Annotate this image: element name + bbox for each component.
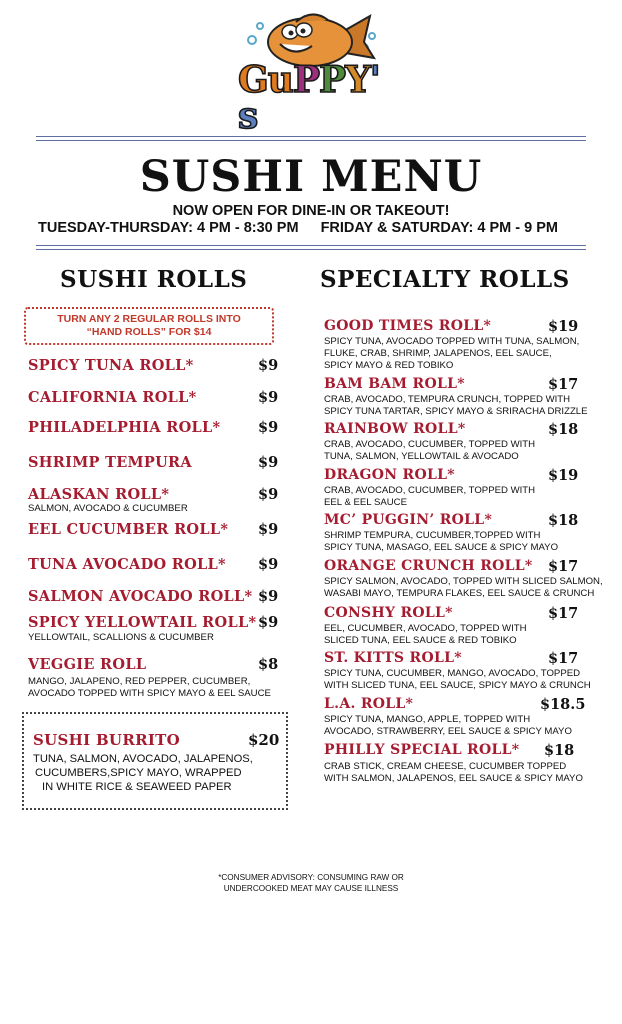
menu-item-name: PHILLY SPECIAL ROLL* — [324, 742, 520, 758]
menu-item-description: YELLOWTAIL, SCALLIONS & CUCUMBER — [28, 632, 214, 643]
menu-item-name: SUSHI BURRITO — [33, 731, 180, 749]
menu-item-price: $9 — [258, 588, 279, 605]
menu-item-name: TUNA AVOCADO ROLL* — [28, 556, 226, 573]
menu-item-description: SPICY SALMON, AVOCADO, TOPPED WITH SLICED SALMON, — [324, 576, 603, 587]
advisory-line: *CONSUMER ADVISORY: CONSUMING RAW OR — [218, 873, 404, 882]
page-title: SUSHI MENU — [139, 152, 483, 202]
menu-item-description: EEL, CUCUMBER, AVOCADO, TOPPED WITH — [324, 623, 527, 634]
menu-item-description: SLICED TUNA, EEL SAUCE & RED TOBIKO — [324, 635, 517, 646]
menu-item-price: $18.5 — [540, 696, 586, 713]
menu-item-price: $18 — [544, 742, 575, 759]
specialty-rolls-heading: SPECIALTY ROLLS — [320, 266, 570, 293]
menu-item-name: ORANGE CRUNCH ROLL* — [324, 558, 533, 574]
menu-item-price: $9 — [258, 614, 279, 631]
hours-weekend: FRIDAY & SATURDAY: 4 PM - 9 PM — [320, 220, 558, 236]
desc-line: TUNA, SALMON, AVOCADO, JALAPENOS, — [33, 753, 253, 765]
desc-line: IN WHITE RICE & SEAWEED PAPER — [42, 781, 232, 793]
guppys-logo — [232, 8, 392, 137]
menu-item-name: L.A. ROLL* — [324, 696, 414, 712]
menu-item-description: CRAB, AVOCADO, CUCUMBER, TOPPED WITH — [324, 485, 536, 496]
menu-item-name: MC’ PUGGIN’ ROLL* — [324, 512, 493, 528]
menu-item-description: WASABI MAYO, TEMPURA FLAKES, EEL SAUCE & CRUNCH — [324, 588, 595, 599]
menu-item-description: SPICY TUNA, MASAGO, EEL SAUCE & SPICY MAYO — [324, 542, 559, 553]
divider — [36, 140, 586, 141]
hours-weekday: TUESDAY-THURSDAY: 4 PM - 8:30 PM — [38, 220, 299, 236]
menu-item-description: WITH SALMON, JALAPENOS, EEL SAUCE & SPICY MAYO — [324, 773, 583, 784]
menu-item-name: RAINBOW ROLL* — [324, 421, 466, 437]
menu-item-price: $17 — [548, 605, 579, 622]
menu-item-price: $18 — [548, 421, 579, 438]
menu-item-description: SPICY TUNA, AVOCADO TOPPED WITH TUNA, SALMON, — [324, 336, 580, 347]
desc-line: CUCUMBERS,SPICY MAYO, WRAPPED — [35, 767, 242, 779]
menu-item-price: $8 — [258, 656, 279, 673]
menu-item-name: BAM BAM ROLL* — [324, 376, 465, 392]
sushi-rolls-heading: SUSHI ROLLS — [60, 266, 248, 293]
menu-item-description: SPICY MAYO & RED TOBIKO — [324, 360, 454, 371]
menu-item-name: EEL CUCUMBER ROLL* — [28, 521, 229, 538]
divider — [36, 249, 586, 250]
menu-item-name: CALIFORNIA ROLL* — [28, 389, 197, 406]
menu-item-name: GOOD TIMES ROLL* — [324, 318, 492, 334]
menu-item-price: $9 — [258, 521, 279, 538]
consumer-advisory — [0, 873, 622, 894]
menu-item-description: FLUKE, CRAB, SHRIMP, JALAPENOS, EEL SAUCE, — [324, 348, 552, 359]
menu-item-name: ALASKAN ROLL* — [28, 486, 170, 503]
menu-item-price: $9 — [258, 419, 279, 436]
menu-item-description: TUNA, SALMON, YELLOWTAIL & AVOCADO — [324, 451, 519, 462]
menu-item-price: $9 — [258, 357, 279, 374]
menu-item-description: SPICY TUNA, CUCUMBER, MANGO, AVOCADO, TOPPED — [324, 668, 581, 679]
menu-item-price: $17 — [548, 650, 579, 667]
menu-item-name: PHILADELPHIA ROLL* — [28, 419, 221, 436]
menu-item-description: WITH SLICED TUNA, EEL SAUCE, SPICY MAYO & CRUNCH — [324, 680, 591, 691]
menu-item-description: CRAB, AVOCADO, CUCUMBER, TOPPED WITH — [324, 439, 536, 450]
menu-item-description: SALMON, AVOCADO & CUCUMBER — [28, 503, 188, 514]
hours — [38, 220, 558, 236]
logo-wordmark: GuPPY's — [238, 59, 380, 137]
menu-item-name: ST. KITTS ROLL* — [324, 650, 462, 666]
menu-item-description — [33, 752, 253, 794]
menu-item-price: $9 — [258, 389, 279, 406]
menu-item-price: $18 — [548, 512, 579, 529]
menu-item-price: $17 — [548, 376, 579, 393]
divider — [36, 136, 586, 137]
menu-item-name: SPICY YELLOWTAIL ROLL* — [28, 614, 257, 631]
menu-item-description: MANGO, JALAPENO, RED PEPPER, CUCUMBER, — [28, 676, 251, 687]
menu-item-price: $9 — [258, 454, 279, 471]
menu-item-price: $19 — [548, 318, 579, 335]
menu-item-price: $17 — [548, 558, 579, 575]
menu-item-price: $9 — [258, 486, 279, 503]
menu-item-description: AVOCADO, STRAWBERRY, EEL SAUCE & SPICY MAYO — [324, 726, 572, 737]
menu-item-description: SPICY TUNA TARTAR, SPICY MAYO & SRIRACHA DRIZZLE — [324, 406, 588, 417]
menu-item-price: $19 — [548, 467, 579, 484]
menu-item-description: SHRIMP TEMPURA, CUCUMBER,TOPPED WITH — [324, 530, 541, 541]
hand-roll-promo — [24, 307, 274, 345]
divider — [36, 245, 586, 246]
promo-line: “HAND ROLLS” FOR $14 — [86, 326, 212, 338]
menu-item-description: SPICY TUNA, MANGO, APPLE, TOPPED WITH — [324, 714, 531, 725]
menu-item-description: CRAB STICK, CREAM CHEESE, CUCUMBER TOPPED — [324, 761, 567, 772]
menu-item-description: AVOCADO TOPPED WITH SPICY MAYO & EEL SAUCE — [28, 688, 271, 699]
advisory-line: UNDERCOOKED MEAT MAY CAUSE ILLNESS — [223, 883, 399, 893]
menu-item-description: CRAB, AVOCADO, TEMPURA CRUNCH, TOPPED WITH — [324, 394, 571, 405]
menu-item-name: SALMON AVOCADO ROLL* — [28, 588, 253, 605]
menu-item-name: SHRIMP TEMPURA — [28, 454, 192, 471]
promo-line: TURN ANY 2 REGULAR ROLLS INTO — [57, 313, 241, 325]
menu-item-description: EEL & EEL SAUCE — [324, 497, 408, 508]
menu-item-price: $20 — [248, 731, 280, 749]
menu-item-name: DRAGON ROLL* — [324, 467, 455, 483]
menu-item-price: $9 — [258, 556, 279, 573]
menu-item-name: VEGGIE ROLL — [28, 656, 147, 673]
menu-item-name: SPICY TUNA ROLL* — [28, 357, 194, 374]
subtitle: NOW OPEN FOR DINE-IN OR TAKEOUT! — [172, 203, 450, 219]
menu-item-name: CONSHY ROLL* — [324, 605, 453, 621]
